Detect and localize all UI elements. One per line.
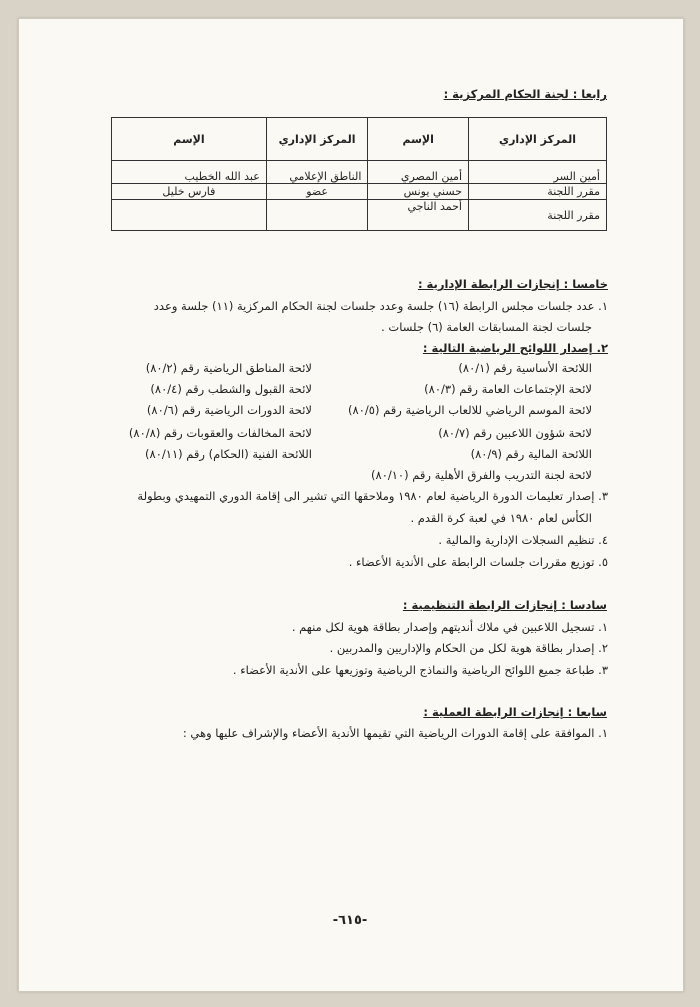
table-cell: الناطق الإعلامي (266, 161, 368, 184)
section-5-item-1-line-1: ١. عدد جلسات مجلس الرابطة (١٦) جلسة وعدد جلسات لجنة الحكام المركزية (١١) جلسة وعدد (153, 299, 608, 313)
section-4-heading: رابعا : لجنة الحكام المركزية : (443, 87, 607, 101)
table-cell: حسني يونس (368, 184, 469, 200)
referees-committee-table (111, 117, 607, 231)
section-7-heading: سابعا : إنجازات الرابطة العملية : (423, 705, 607, 719)
section-5-item-5: ٥. توزيع مقررات جلسات الرابطة على الأندية الأعضاء . (348, 555, 608, 569)
regulation-left: لائحة المناطق الرياضية رقم (٨٠/٢) (145, 361, 312, 375)
table-cell: مقرر اللجنة (469, 184, 607, 200)
regulation-left: لائحة المخالفات والعقوبات رقم (٨٠/٨) (128, 426, 312, 440)
table-row (112, 161, 607, 184)
table-row (112, 184, 607, 200)
table-header-row (112, 118, 607, 161)
table-cell: أحمد الناجي (368, 200, 469, 231)
table-header-cell: المركز الإداري (266, 118, 368, 161)
table-cell: مقرر اللجنة (469, 200, 607, 231)
table-cell (112, 200, 267, 231)
regulation-right: لائحة الموسم الرياضي للالعاب الرياضية رقم (٨٠/٥) (348, 403, 592, 417)
table-cell: عضو (266, 184, 368, 200)
page-number: -٦١٥- (332, 913, 368, 928)
section-6-item: ٣. طباعة جميع اللوائح الرياضية والنماذج الرياضية وتوزيعها على الأندية الأعضاء . (232, 663, 608, 677)
table-header-cell: الإسم (368, 118, 469, 161)
table-cell: أمين السر (469, 161, 607, 184)
regulation-left: اللائحة الفنية (الحكام) رقم (٨٠/١١) (145, 447, 312, 461)
section-5-item-2-heading: ٢. إصدار اللوائح الرياضية التالية : (422, 341, 608, 355)
section-5-item-3-line-1: ٣. إصدار تعليمات الدورة الرياضية لعام ١٩٨٠ وملاحقها التي تشير الى إقامة الدوري التمهيدي وبطولة (137, 489, 608, 503)
section-5-item-3-line-2: الكأس لعام ١٩٨٠ في لعبة كرة القدم . (410, 511, 592, 525)
regulation-left: لائحة القبول والشطب رقم (٨٠/٤) (150, 382, 312, 396)
regulation-left: لائحة الدورات الرياضية رقم (٨٠/٦) (146, 403, 312, 417)
table-cell: أمين المصري (368, 161, 469, 184)
regulation-right: لائحة لجنة التدريب والفرق الأهلية رقم (٨٠/١٠) (371, 468, 592, 482)
regulation-right: اللائحة الأساسية رقم (٨٠/١) (458, 361, 592, 375)
table-cell (266, 200, 368, 231)
section-6-item: ٢. إصدار بطاقة هوية لكل من الحكام والإداريين والمدربين . (329, 641, 608, 655)
section-6-heading: سادسا : إنجازات الرابطة التنظيمية : (402, 598, 607, 612)
section-7-item-1: ١. الموافقة على إقامة الدورات الرياضية التي تقيمها الأندية الأعضاء والإشراف عليها وهي : (182, 726, 608, 740)
section-5-heading: خامسا : إنجازات الرابطة الإدارية : (417, 277, 608, 291)
section-6-item: ١. تسجيل اللاعبين في ملاك أنديتهم وإصدار بطاقة هوية لكل منهم . (291, 620, 608, 634)
regulation-right: لائحة الإجتماعات العامة رقم (٨٠/٣) (424, 382, 592, 396)
regulation-right: اللائحة المالية رقم (٨٠/٩) (470, 447, 592, 461)
table-header-cell: الإسم (112, 118, 267, 161)
regulation-right: لائحة شؤون اللاعبين رقم (٨٠/٧) (438, 426, 592, 440)
table-row (112, 200, 607, 231)
table-header-cell: المركز الإداري (469, 118, 607, 161)
section-5-item-4: ٤. تنظيم السجلات الإدارية والمالية . (438, 533, 608, 547)
section-5-item-1-line-2: جلسات لجنة المسابقات العامة (٦) جلسات . (381, 320, 592, 334)
table-cell: فارس خليل (112, 184, 267, 200)
table-cell: عبد الله الخطيب (112, 161, 267, 184)
